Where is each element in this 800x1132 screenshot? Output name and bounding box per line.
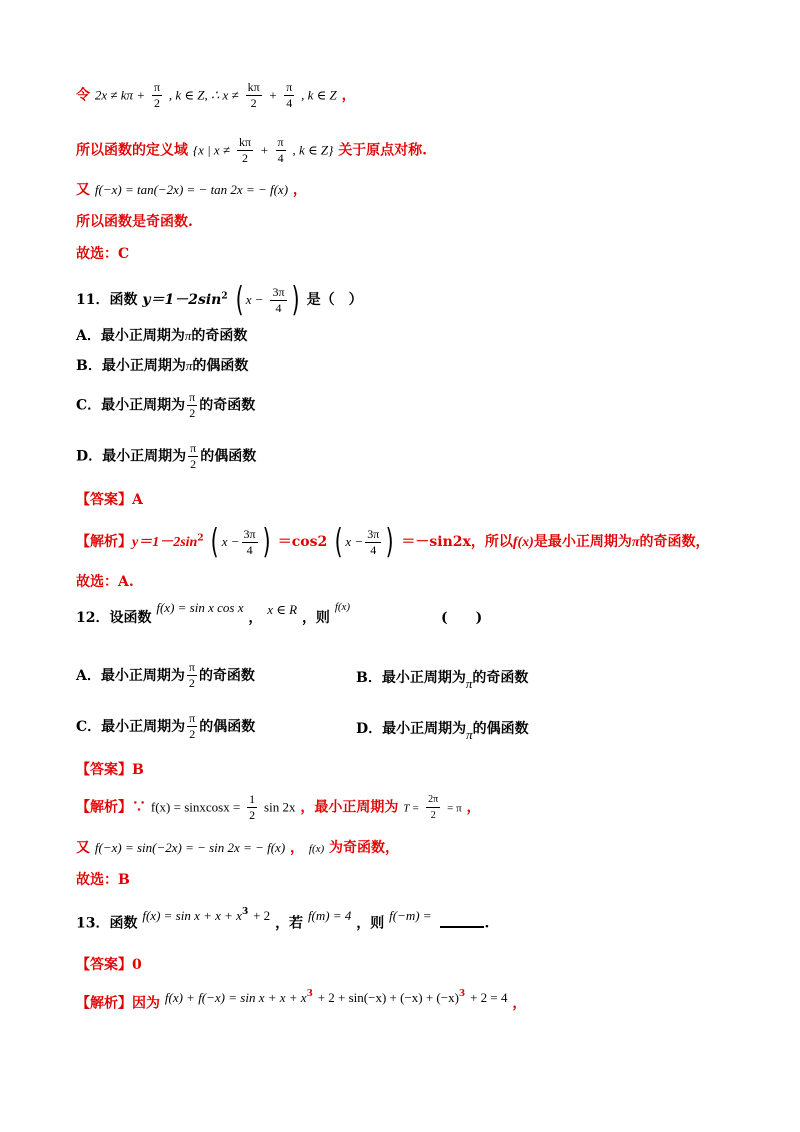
- domain-line: 所以函数的定义域 {x | x ≠ $\frac{k\pi}{2}$ + $\frac{\pi}{4}$ , k ∈ Z} 关于原点对称.: [76, 135, 428, 165]
- odd-proof-expr: f(−x) = tan(−2x) = − tan 2x = − f(x): [94, 182, 289, 197]
- choose-c: 故选：C: [76, 246, 130, 262]
- odd-conclusion: 所以函数是奇函数.: [76, 214, 193, 230]
- q12-row-cd: [76, 711, 529, 742]
- cond-expr-3: , k ∈ Z: [301, 87, 337, 103]
- q13-stem: 13．函数 $f(x) = \sin x + x + x^3 + 2$ ，若 f(m) = 4 ，则 f(−m) = .: [76, 907, 490, 932]
- cond-expr-2: , k ∈ Z, ∴ x ≠: [168, 87, 239, 103]
- cond-expr-1: 2x ≠ kπ +: [94, 87, 146, 103]
- q11-stem: 11．函数 $y=1-2\sin^2$ ( x − $\frac{3\pi}{4}$ ) 是（ ）: [76, 280, 363, 320]
- q13-analysis: 【解析】因为 $f(x) + f(-x) = \sin x + x + x^3 + 2 + \sin(-x) + (-x) + (-x)^3 + 2 = 4$ ，: [76, 989, 527, 1012]
- q11-analysis: 【解析】$y=1-2\sin^2$ ( x − $\frac{3\pi}{4}$ ) ＝cos2 ( x − $\frac{3\pi}{4}$ ) ＝－sin2x，所以f(x)是最小正周期为π的奇函数，: [76, 522, 710, 562]
- q12-option-b[interactable]: B．最小正周期为π的奇函数: [356, 670, 529, 691]
- q12-analysis: 【解析】∵ f(x) = sinxcosx = $\frac{1}{2}$ sin 2x ，最小正周期为 T = $\frac{2\pi}{2}$ = π ，: [76, 792, 481, 822]
- q12-option-a[interactable]: A．最小正周期为 $\frac{\pi}{2}$ 的奇函数: [76, 660, 255, 690]
- q12-option-c[interactable]: C．最小正周期为 $\frac{\pi}{2}$ 的偶函数: [76, 711, 256, 741]
- q12-choose: 故选：B: [76, 872, 130, 888]
- answer-blank[interactable]: [440, 926, 484, 928]
- q12-row-ab: [76, 660, 529, 691]
- q12-stem: 12．设函数 f(x) = sin x cos x ， x ∈ R ，则 $^{f(x)}$ ( ): [76, 600, 483, 626]
- q12-answer: 【答案】B: [76, 762, 144, 778]
- q12-odd-line: 又 f(−x) = sin(−2x) = − sin 2x = − f(x) ， f(x) 为奇函数，: [76, 840, 400, 856]
- q11-option-d[interactable]: D．最小正周期为 $\frac{\pi}{2}$ 的偶函数: [76, 441, 257, 471]
- q11-option-b[interactable]: B．最小正周期为π的偶函数: [76, 358, 249, 374]
- q13-answer: 【答案】0: [76, 957, 142, 973]
- q11-option-c[interactable]: C．最小正周期为 $\frac{\pi}{2}$ 的奇函数: [76, 390, 256, 420]
- domain-set: {x | x ≠: [192, 142, 231, 158]
- ling-condition-line: 令 2x ≠ kπ + $\frac{\pi}{2}$ , k ∈ Z, ∴ x ≠ $\frac{k\pi}{2}$ + $\frac{\pi}{4}$ , k ∈ Z ，: [76, 80, 356, 110]
- frac-pi-over-2: $\frac{\pi}{2}$: [153, 80, 161, 110]
- q11-answer: 【答案】A: [76, 492, 143, 508]
- q12-option-d[interactable]: D．最小正周期为π的偶函数: [356, 721, 529, 742]
- frac-kpi-over-2: $\frac{k\pi}{2}$: [247, 80, 260, 110]
- q11-option-a[interactable]: A．最小正周期为π的奇函数: [76, 328, 248, 344]
- q11-choose: 故选：A.: [76, 574, 134, 590]
- ling-label: 令: [76, 87, 90, 104]
- frac-pi-over-4: $\frac{\pi}{4}$: [286, 80, 293, 110]
- odd-proof-line: 又 f(−x) = tan(−2x) = − tan 2x = − f(x) ，: [76, 182, 307, 198]
